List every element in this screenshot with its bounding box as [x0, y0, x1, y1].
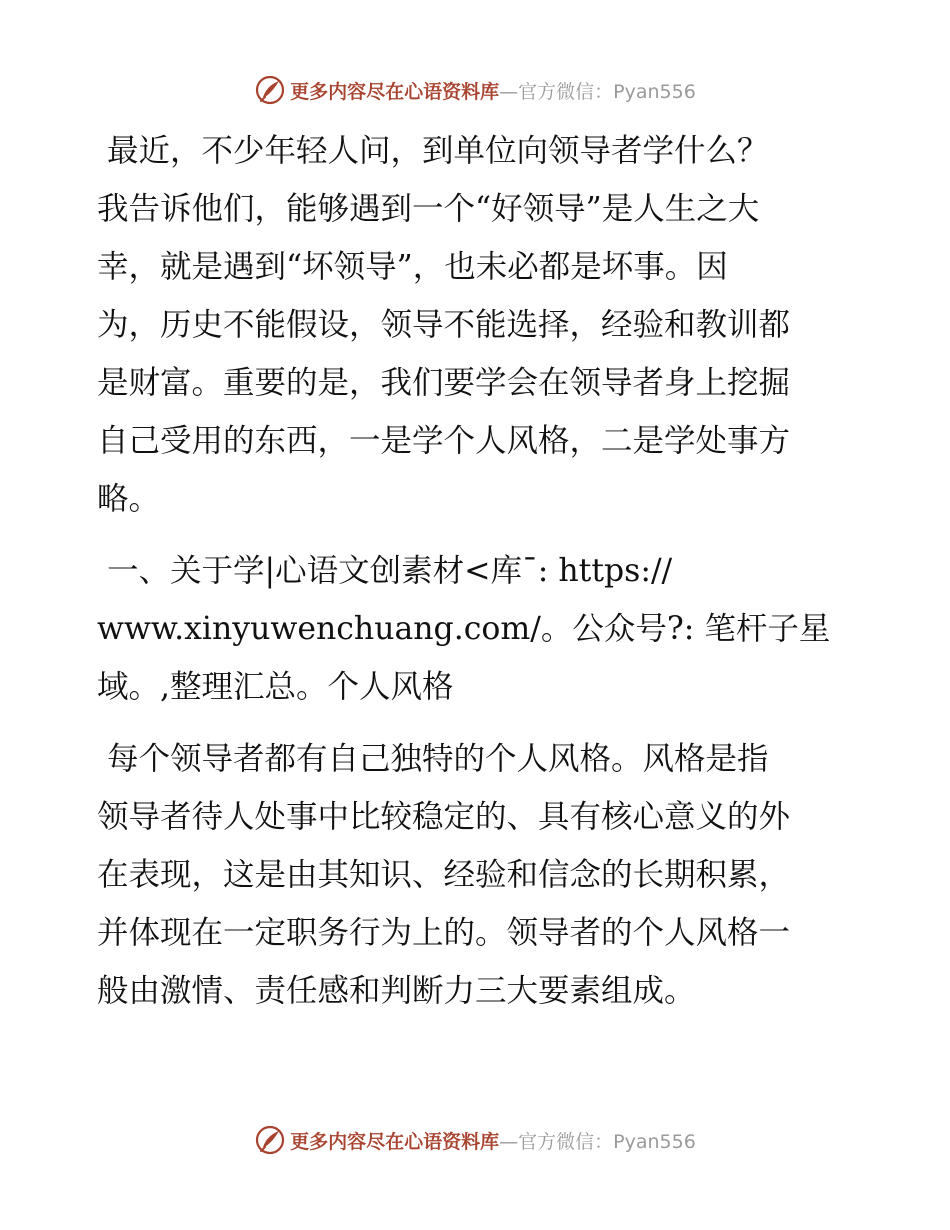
footer-banner [0, 1120, 950, 1160]
paragraph-personal-style: 每个领导者都有自己独特的个人风格。风格是指 领导者待人处事中比较稳定的、具有核心意义的外 在表现，这是由其知识、经验和信念的长期积累， 并体现在一定职务行为上的。领导者的个人风格一 般由激情、责任感和判断力三大要素组成。 [97, 741, 791, 1009]
footer-site-name: 更多内容尽在心语资料库 [290, 1130, 500, 1153]
paragraph-section-heading: 一、关于学|心语文创素材<库¯: https:// www.xinyuwenchuang.com/。公众号?: 笔杆子星 域。,整理汇总。个人风格 [97, 553, 831, 705]
quill-pen-logo-icon [254, 1124, 286, 1156]
header-site-name: 更多内容尽在心语资料库 [290, 80, 500, 103]
document-body [97, 122, 857, 1020]
footer-wechat-text: —官方微信：Pyan556 [499, 1130, 696, 1153]
paragraph-intro: 最近，不少年轻人问，到单位向领导者学什么？ 我告诉他们，能够遇到一个“好领导”是人生之大 幸，就是遇到“坏领导”，也未必都是坏事。因 为，历史不能假设，领导不能选择，经验和教训都 是财富。重要的是，我们要学会在领导者身上挖掘 自己受用的东西，一是学个人风格，二是学处事方 略。 [97, 133, 791, 517]
header-wechat-text: —官方微信：Pyan556 [499, 80, 696, 103]
header-banner [0, 70, 950, 110]
quill-pen-logo-icon [254, 74, 286, 106]
